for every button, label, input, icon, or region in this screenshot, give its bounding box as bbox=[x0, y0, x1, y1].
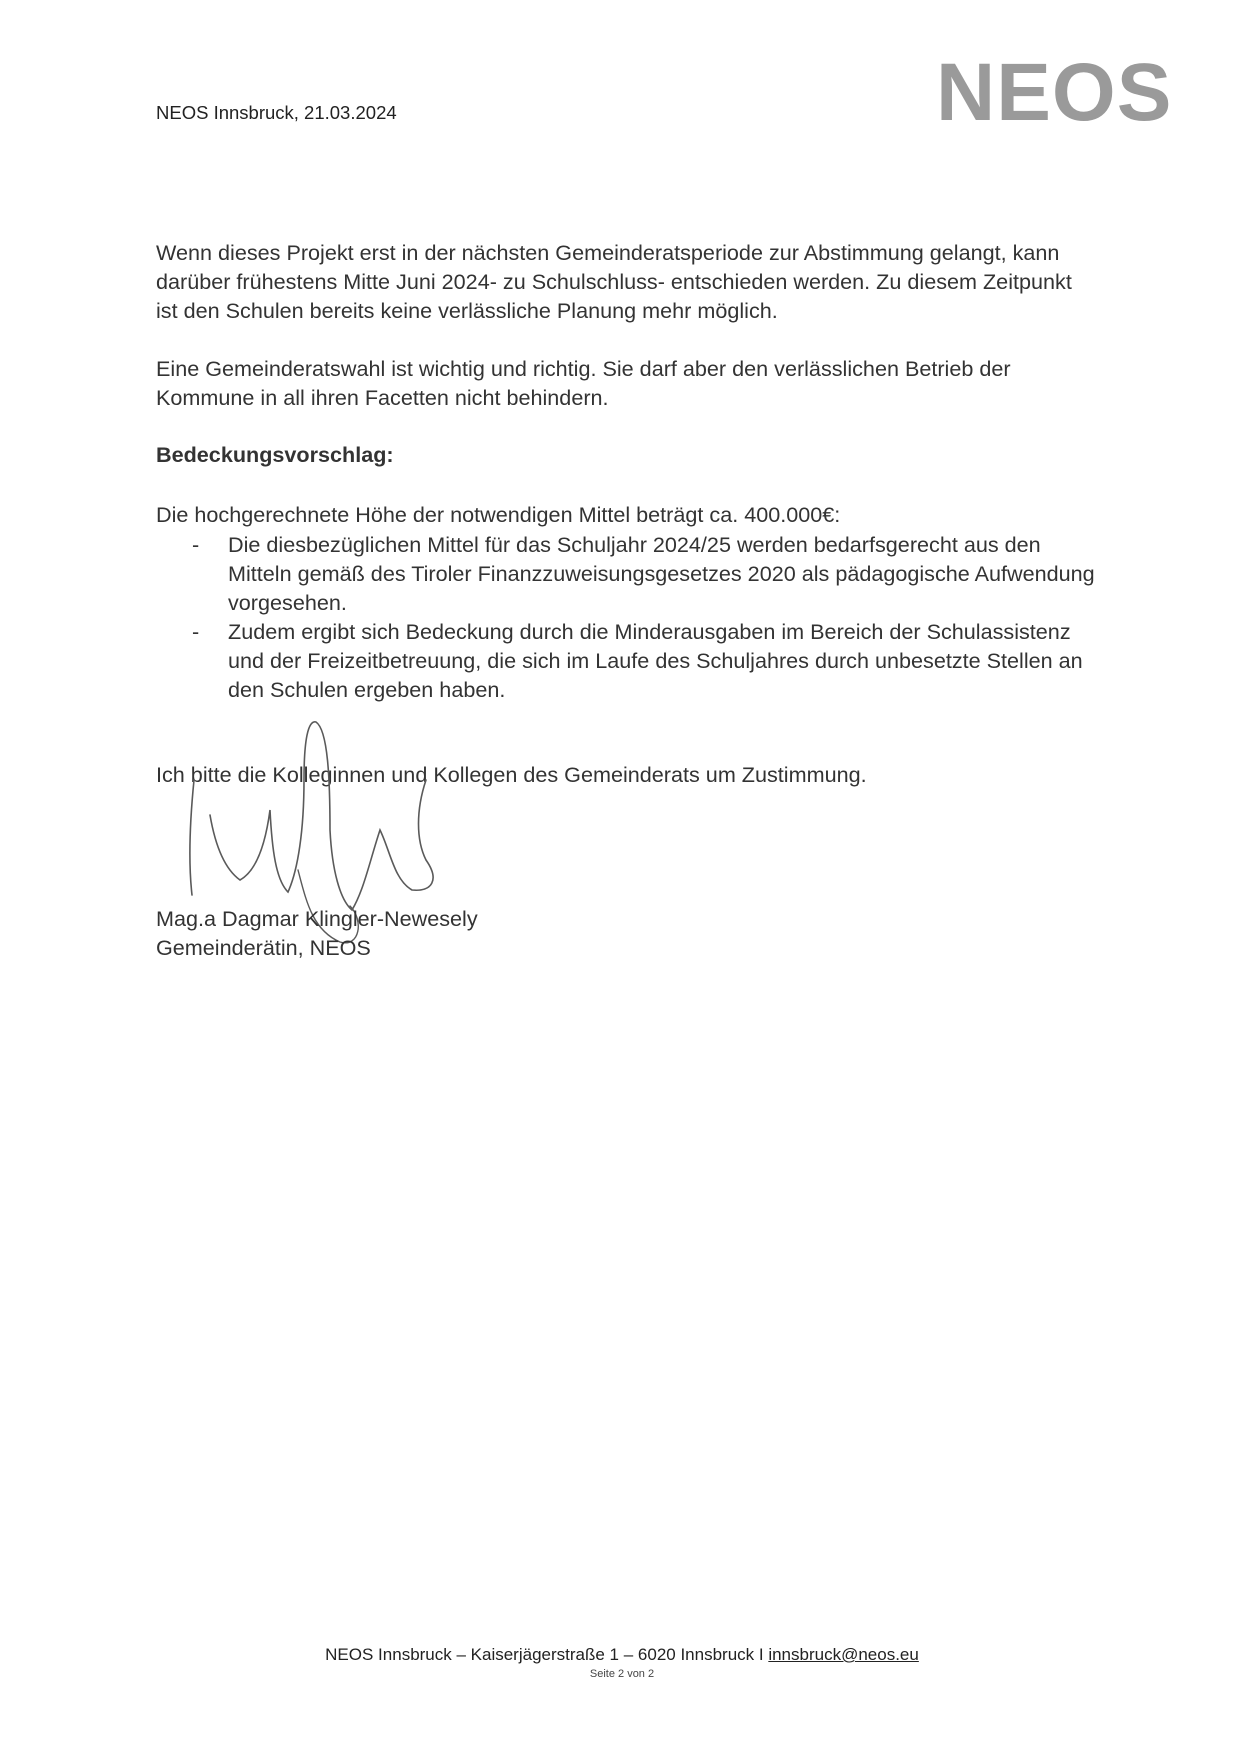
paragraph-election: Eine Gemeinderatswahl ist wichtig und richtig. Sie darf aber den verlässlichen Betrieb der Kommune in all ihren Facetten nicht behindern. bbox=[156, 356, 1011, 410]
funding-bullet-list bbox=[156, 530, 1096, 704]
header-date-line: NEOS Innsbruck, 21.03.2024 bbox=[156, 102, 397, 123]
page-number: Seite 2 von 2 bbox=[589, 1668, 655, 1680]
section-heading: Bedeckungsvorschlag: bbox=[156, 442, 394, 467]
bullet-dash: - bbox=[192, 619, 200, 644]
footer-address bbox=[0, 1645, 1244, 1665]
list-item bbox=[156, 530, 1096, 617]
paragraph-schedule: Wenn dieses Projekt erst in der nächsten Gemeinderatsperiode zur Abstimmung gelangt, kann darüber frühestens Mitte Juni 2024- zu Schulschluss- entschieden werden. Zu diesem Zeitpunkt ist den Schulen bereits keine verlässliche Planung mehr möglich. bbox=[156, 240, 1072, 323]
signer-role: Gemeinderätin, NEOS bbox=[156, 935, 371, 960]
neos-logo: NEOS bbox=[936, 47, 1173, 138]
bullet-text: Die diesbezüglichen Mittel für das Schuljahr 2024/25 werden bedarfsgerecht aus den Mitteln gemäß des Tiroler Finanzzuweisungsgesetzes 2020 als pädagogische Aufwendung vorgesehen. bbox=[228, 532, 1095, 615]
list-item bbox=[156, 617, 1096, 704]
signer-name: Mag.a Dagmar Klingler-Newesely bbox=[156, 906, 478, 931]
signer-block bbox=[156, 904, 478, 962]
paragraph-funding-amount: Die hochgerechnete Höhe der notwendigen Mittel beträgt ca. 400.000€: bbox=[156, 502, 841, 527]
footer-email-link[interactable]: innsbruck@neos.eu bbox=[768, 1645, 919, 1664]
bullet-dash: - bbox=[192, 532, 200, 557]
footer-address-text: NEOS Innsbruck – Kaiserjägerstraße 1 – 6020 Innsbruck I bbox=[325, 1645, 769, 1664]
bullet-text: Zudem ergibt sich Bedeckung durch die Minderausgaben im Bereich der Schulassistenz und der Freizeitbetreuung, die sich im Laufe des Schuljahres durch unbesetzte Stellen an den Schulen ergeben haben. bbox=[228, 619, 1083, 702]
paragraph-request: Ich bitte die Kolleginnen und Kollegen des Gemeinderats um Zustimmung. bbox=[156, 762, 867, 787]
